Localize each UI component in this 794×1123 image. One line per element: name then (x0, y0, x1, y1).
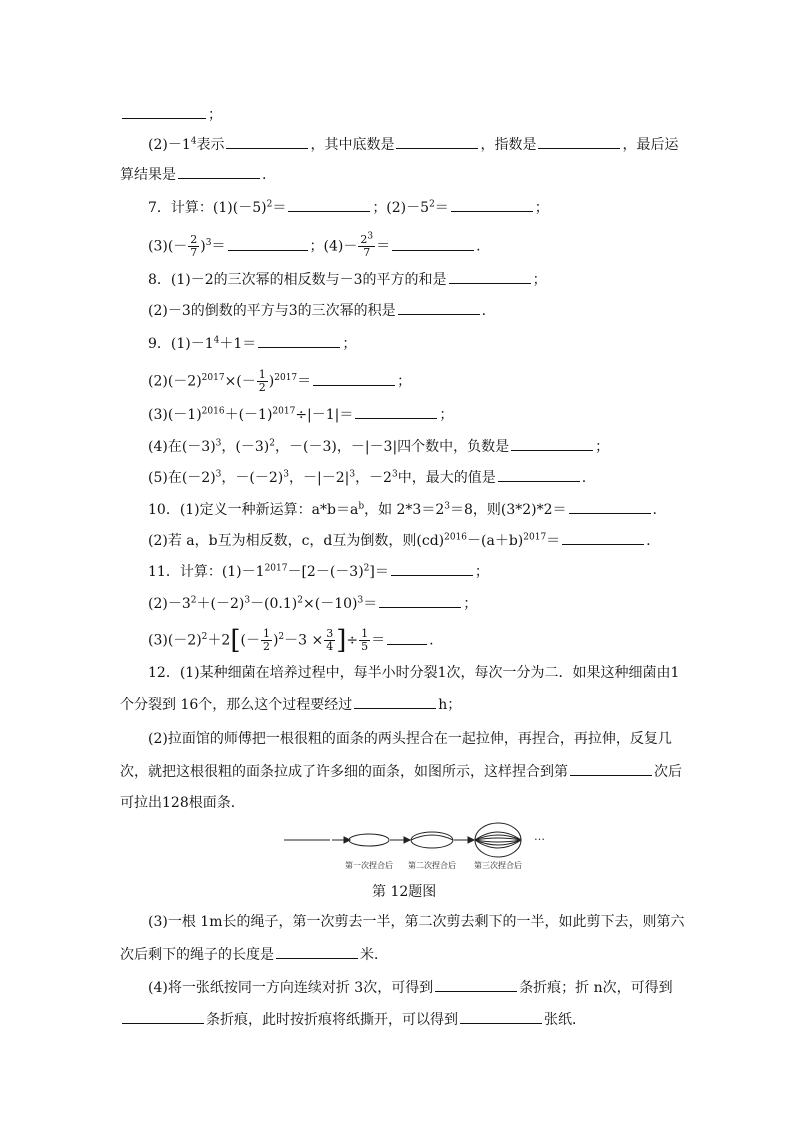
q12-p2-line-3: 可拉出128根面条． (120, 795, 245, 811)
answer-blank[interactable] (178, 164, 260, 179)
fraction: $\frac{1}{5}$ (361, 627, 369, 653)
q7-line-1: 7．计算：$(1)(-5)^2=$ ；$(2)-5^2=$ ； (148, 197, 549, 217)
q12-p2-line-2: 次，就把这根很粗的面条拉成了许多细的面条，如图所示，这样捏合到第 次后 (120, 761, 682, 781)
answer-blank[interactable] (276, 944, 358, 959)
answer-blank[interactable] (226, 134, 308, 149)
answer-blank[interactable] (258, 333, 340, 348)
q12-p3-line-2: 次后剩下的绳子的长度是 米． (120, 944, 388, 964)
answer-blank[interactable] (451, 197, 533, 212)
answer-blank[interactable] (435, 977, 517, 992)
q7-line-2: (3)(－ $\frac{2}{7}$ )$^3$＝ ；(4)－ $\frac{2^3}{7}$ ＝ . (148, 231, 481, 259)
q6-line-1: $(2)-1^4$表示 ，其中底数是 ，指数是 ，最后运 (148, 134, 678, 154)
q8-line-1: 8．(1)－2的三次幂的相反数与－3的平方的和是 ； (148, 269, 547, 289)
q12-p3-line-1: (3)一根 1m长的绳子，第一次剪去一半，第二次剪去剩下的一半，如此剪下去，则第六 (148, 914, 685, 930)
q10-line-1: 10．(1)定义一种新运算：$a*b=a^b$，如 $2*3=2^3=8$，则(3*2)*2＝ . (148, 499, 657, 519)
answer-blank[interactable] (122, 104, 206, 119)
noodle-loop-1 (349, 834, 389, 846)
answer-blank[interactable] (449, 269, 531, 284)
answer-blank[interactable] (387, 630, 427, 645)
q12-p4-line-1: (4)将一张纸按同一方向连续对折 3次，可得到 条折痕；折 n次，可得到 (148, 977, 673, 997)
answer-blank[interactable] (498, 467, 580, 482)
q12-p1-line-2: 个分裂到 16个，那么这个过程要经过 h； (120, 694, 461, 714)
q9-line-4: (4)在$(-3)^3$，$(-3)^2$，－(－3)，－|－3|四个数中，负数是 ； (148, 436, 609, 456)
q11-line-1: 11．计算：$(1)-1^{2017}-[2-(-3)^2]=$ ； (148, 561, 489, 581)
answer-blank[interactable] (398, 300, 480, 315)
answer-blank[interactable] (354, 694, 436, 709)
answer-blank[interactable] (355, 404, 437, 419)
answer-blank[interactable] (511, 436, 593, 451)
figure-caption: 第 12题图 (372, 884, 437, 900)
arrow-head (468, 837, 474, 843)
answer-blank[interactable] (570, 761, 652, 776)
fraction: $\frac{2^3}{7}$ (360, 231, 374, 259)
fraction: $\frac{1}{2}$ (262, 627, 270, 653)
q12-p1-line-1: 12．(1)某种细菌在培养过程中，每半小时分裂1次，每次一分为二．如果这种细菌由1 (148, 665, 680, 681)
answer-blank[interactable] (122, 1009, 204, 1024)
q12-p4-line-2: 条折痕，此时按折痕将纸撕开，可以得到 张纸． (120, 1009, 586, 1029)
answer-blank[interactable] (288, 197, 370, 212)
answer-blank[interactable] (379, 593, 461, 608)
answer-blank[interactable] (313, 371, 395, 386)
q11-line-2: $(2)-3^2+(-2)^3-(0.1)^2\times(-10)^3=$ ； (148, 593, 477, 613)
q11-line-3: $(3)(-2)^2+2[(-$ $\frac{1}{2}$ )$^2$－3 × $\frac{3}{4}$ ]÷ $\frac{1}{5}$ ＝ . (148, 625, 434, 656)
answer-blank[interactable] (392, 236, 474, 251)
answer-blank[interactable] (396, 134, 478, 149)
q8-line-2: (2)－3的倒数的平方与3的三次幂的积是 . (148, 300, 486, 320)
noodle-loop-2 (411, 832, 453, 848)
fig-label-1: 第一次捏合后 (345, 861, 393, 870)
q12-p2-line-1: (2)拉面馆的师傅把一根很粗的面条的两头捏合在一起拉伸，再捏合，再拉伸，反复几 (148, 731, 672, 747)
q9-line-2: $(2)(-2)^{2017}\times(-$ $\frac{1}{2}$ )$^{2017}$＝ ； (148, 368, 412, 394)
q6-line-0: ； (120, 104, 222, 124)
answer-blank[interactable] (569, 499, 651, 514)
answer-blank[interactable] (460, 1009, 542, 1024)
noodle-loop-2-inner (411, 835, 453, 840)
fraction: $\frac{2}{7}$ (190, 233, 198, 259)
answer-blank[interactable] (538, 134, 620, 149)
arrow-head (404, 837, 410, 843)
q9-line-1: 9．$(1)-1^4+1=$ ； (148, 333, 356, 353)
fig-label-2: 第二次捏合后 (408, 861, 456, 870)
noodle-figure (280, 818, 560, 876)
fraction: $\frac{3}{4}$ (326, 627, 334, 653)
answer-blank[interactable] (562, 530, 644, 545)
fig-label-3: 第三次捏合后 (474, 861, 522, 870)
answer-blank[interactable] (391, 561, 473, 576)
q10-line-2: (2)若 a，b互为相反数，c，d互为倒数，则$(cd)^{2016}-(a+b)^{2017}=$ . (148, 530, 651, 550)
ellipsis-text: … (534, 830, 545, 843)
noodle-loop-3 (475, 823, 521, 857)
q6-line-2: 算结果是 . (120, 164, 266, 184)
q9-line-3: $(3)(-1)^{2016}+(-1)^{2017}\div|-1|=$ ； (148, 404, 453, 424)
q9-line-5: (5)在$(-2)^3$，$-(-2)^3$，$-|-2|^3$，$-2^3$中，最大的值是 . (148, 467, 586, 487)
fraction: $\frac{1}{2}$ (258, 368, 266, 394)
answer-blank[interactable] (228, 236, 308, 251)
